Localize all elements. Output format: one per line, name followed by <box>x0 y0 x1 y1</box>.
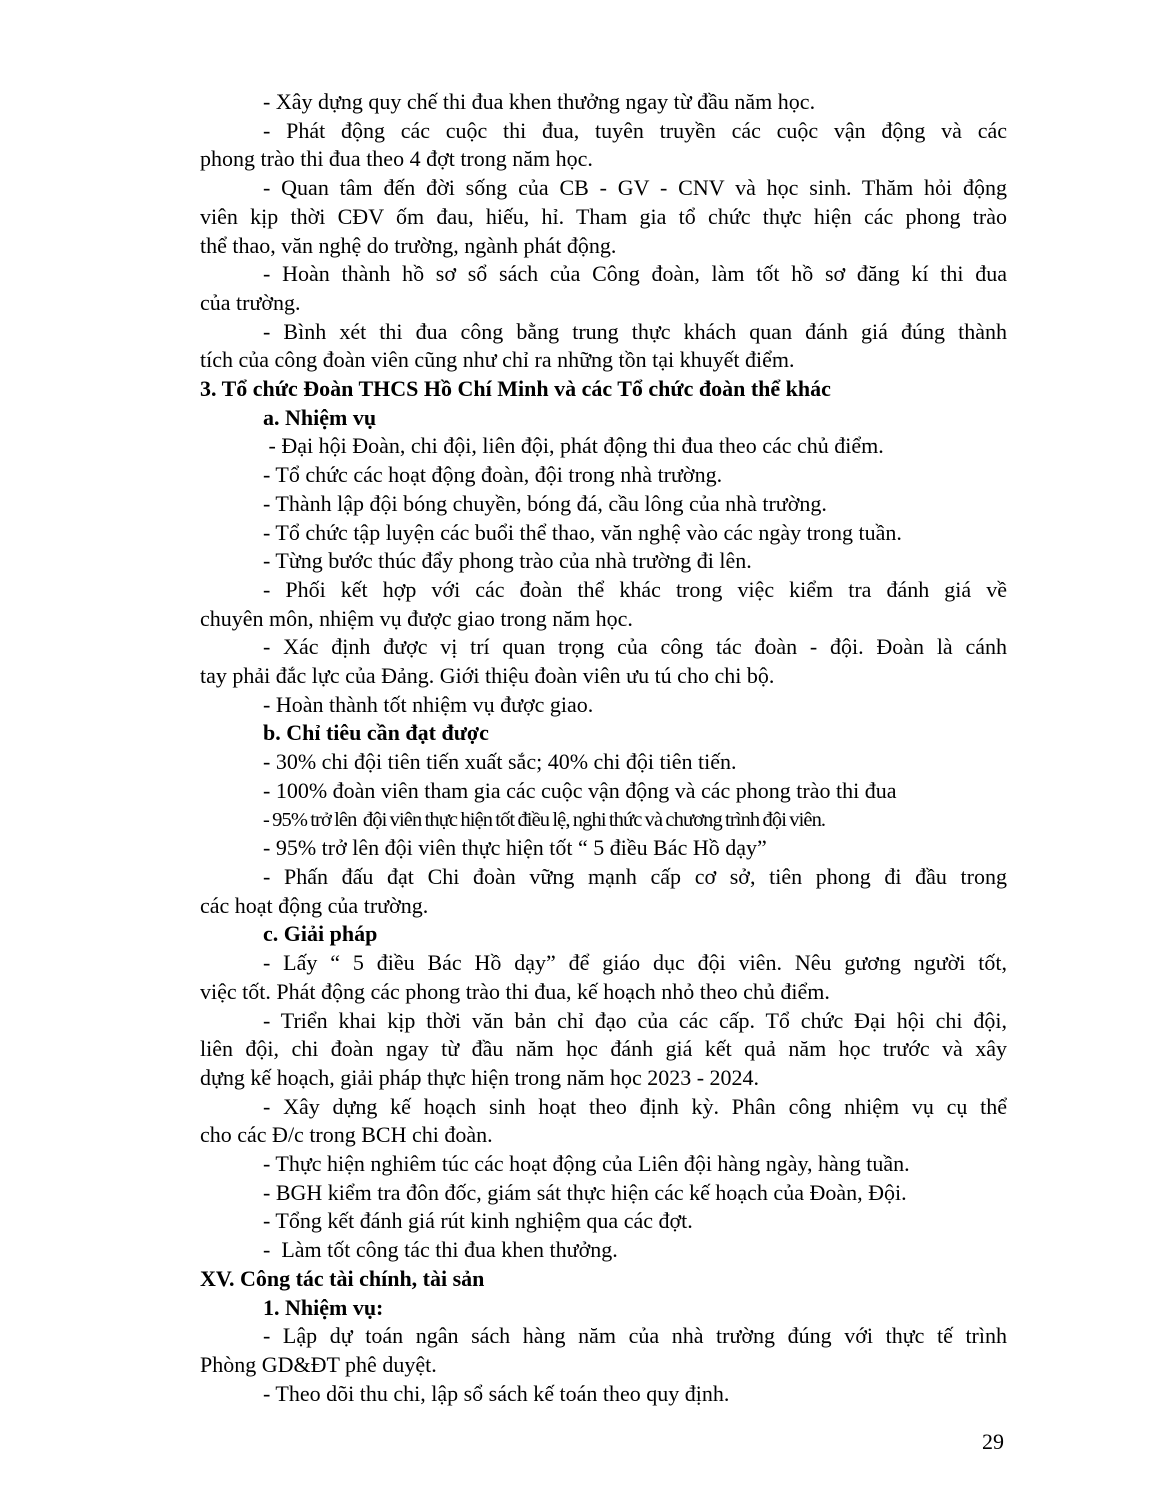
paragraph-line: - Xây dựng quy chế thi đua khen thưởng ngay từ đầu năm học. <box>263 89 816 114</box>
paragraph-line: tích của công đoàn viên cũng như chỉ ra những tồn tại khuyết điểm. <box>200 347 795 373</box>
paragraph-line: - Phối kết hợp với các đoàn thể khác trong việc kiểm tra đánh giá về <box>263 576 1007 602</box>
paragraph-line: - Tổ chức các hoạt động đoàn, đội trong nhà trường. <box>263 462 723 488</box>
paragraph-line: - Quan tâm đến đời sống của CB - GV - CNV và học sinh. Thăm hỏi động <box>263 175 1007 201</box>
paragraph-line: - 100% đoàn viên tham gia các cuộc vận động và các phong trào thi đua <box>263 777 897 803</box>
paragraph-line: chuyên môn, nhiệm vụ được giao trong năm học. <box>200 605 633 631</box>
paragraph-line: - 95% trở lên đội viên thực hiện tốt điều lệ, nghi thức và chương trình đội viên. <box>263 808 826 831</box>
paragraph-line: dựng kế hoạch, giải pháp thực hiện trong năm học 2023 - 2024. <box>200 1064 760 1090</box>
subsection-heading: b. Chỉ tiêu cần đạt được <box>263 720 489 746</box>
paragraph-line: - Từng bước thúc đẩy phong trào của nhà trường đi lên. <box>263 548 752 574</box>
paragraph-line: - Xác định được vị trí quan trọng của công tác đoàn - đội. Đoàn là cánh <box>263 634 1007 660</box>
paragraph-line: - Đại hội Đoàn, chi đội, liên đội, phát động thi đua theo các chủ điểm. <box>263 433 884 459</box>
paragraph-line: - 30% chi đội tiên tiến xuất sắc; 40% chi đội tiên tiến. <box>263 749 737 775</box>
paragraph-line: - Hoàn thành hồ sơ sổ sách của Công đoàn, làm tốt hồ sơ đăng kí thi đua <box>263 261 1007 287</box>
paragraph-line: viên kịp thời CĐV ốm đau, hiếu, hỉ. Tham gia tổ chức thực hiện các phong trào <box>200 203 1007 229</box>
paragraph-line: - Thực hiện nghiêm túc các hoạt động của Liên đội hàng ngày, hàng tuần. <box>263 1151 910 1177</box>
paragraph-line: - Lập dự toán ngân sách hàng năm của nhà trường đúng với thực tế trình <box>263 1323 1007 1349</box>
subsection-heading: 1. Nhiệm vụ: <box>263 1294 384 1320</box>
paragraph-line: - Bình xét thi đua công bằng trung thực khách quan đánh giá đúng thành <box>263 318 1007 344</box>
paragraph-line: Phòng GD&ĐT phê duyệt. <box>200 1351 437 1377</box>
paragraph-line: việc tốt. Phát động các phong trào thi đua, kế hoạch nhỏ theo chủ điểm. <box>200 978 830 1004</box>
section-heading: 3. Tổ chức Đoàn THCS Hồ Chí Minh và các Tổ chức đoàn thể khác <box>200 376 831 402</box>
paragraph-line: - Phấn đấu đạt Chi đoàn vững mạnh cấp cơ sở, tiên phong đi đầu trong <box>263 863 1007 889</box>
subsection-heading: c. Giải pháp <box>263 921 378 947</box>
paragraph-line: - Xây dựng kế hoạch sinh hoạt theo định kỳ. Phân công nhiệm vụ cụ thể <box>263 1093 1007 1119</box>
paragraph-line: - Triển khai kịp thời văn bản chỉ đạo của các cấp. Tổ chức Đại hội chi đội, <box>263 1007 1007 1033</box>
paragraph-line: của trường. <box>200 289 301 315</box>
subsection-heading: a. Nhiệm vụ <box>263 404 377 430</box>
paragraph-line: phong trào thi đua theo 4 đợt trong năm học. <box>200 146 593 172</box>
paragraph-line: các hoạt động của trường. <box>200 892 429 918</box>
paragraph-line: cho các Đ/c trong BCH chi đoàn. <box>200 1122 493 1148</box>
paragraph-line: tay phải đắc lực của Đảng. Giới thiệu đoàn viên ưu tú cho chi bộ. <box>200 663 775 689</box>
page-number: 29 <box>982 1429 1004 1454</box>
paragraph-line: - 95% trở lên đội viên thực hiện tốt “ 5 điều Bác Hồ dạy” <box>263 835 767 861</box>
paragraph-line: - Làm tốt công tác thi đua khen thưởng. <box>263 1237 618 1263</box>
paragraph-line: - Lấy “ 5 điều Bác Hồ dạy” để giáo dục đội viên. Nêu gương người tốt, <box>263 950 1007 976</box>
page-body <box>200 88 1007 1408</box>
paragraph-line: - Tổng kết đánh giá rút kinh nghiệm qua các đợt. <box>263 1208 693 1234</box>
paragraph-line: - Hoàn thành tốt nhiệm vụ được giao. <box>263 691 594 717</box>
paragraph-line: thể thao, văn nghệ do trường, ngành phát động. <box>200 232 617 258</box>
paragraph-line: - Phát động các cuộc thi đua, tuyên truyền các cuộc vận động và các <box>263 117 1007 143</box>
paragraph-line: liên đội, chi đoàn ngay từ đầu năm học đánh giá kết quả năm học trước và xây <box>200 1036 1007 1062</box>
paragraph-line: - BGH kiểm tra đôn đốc, giám sát thực hiện các kế hoạch của Đoàn, Đội. <box>263 1179 907 1205</box>
paragraph-line: - Thành lập đội bóng chuyền, bóng đá, cầu lông của nhà trường. <box>263 490 827 516</box>
paragraph-line: - Tổ chức tập luyện các buổi thể thao, văn nghệ vào các ngày trong tuần. <box>263 519 902 545</box>
paragraph-line: - Theo dõi thu chi, lập sổ sách kế toán theo quy định. <box>263 1380 730 1406</box>
section-heading: XV. Công tác tài chính, tài sản <box>200 1265 485 1291</box>
